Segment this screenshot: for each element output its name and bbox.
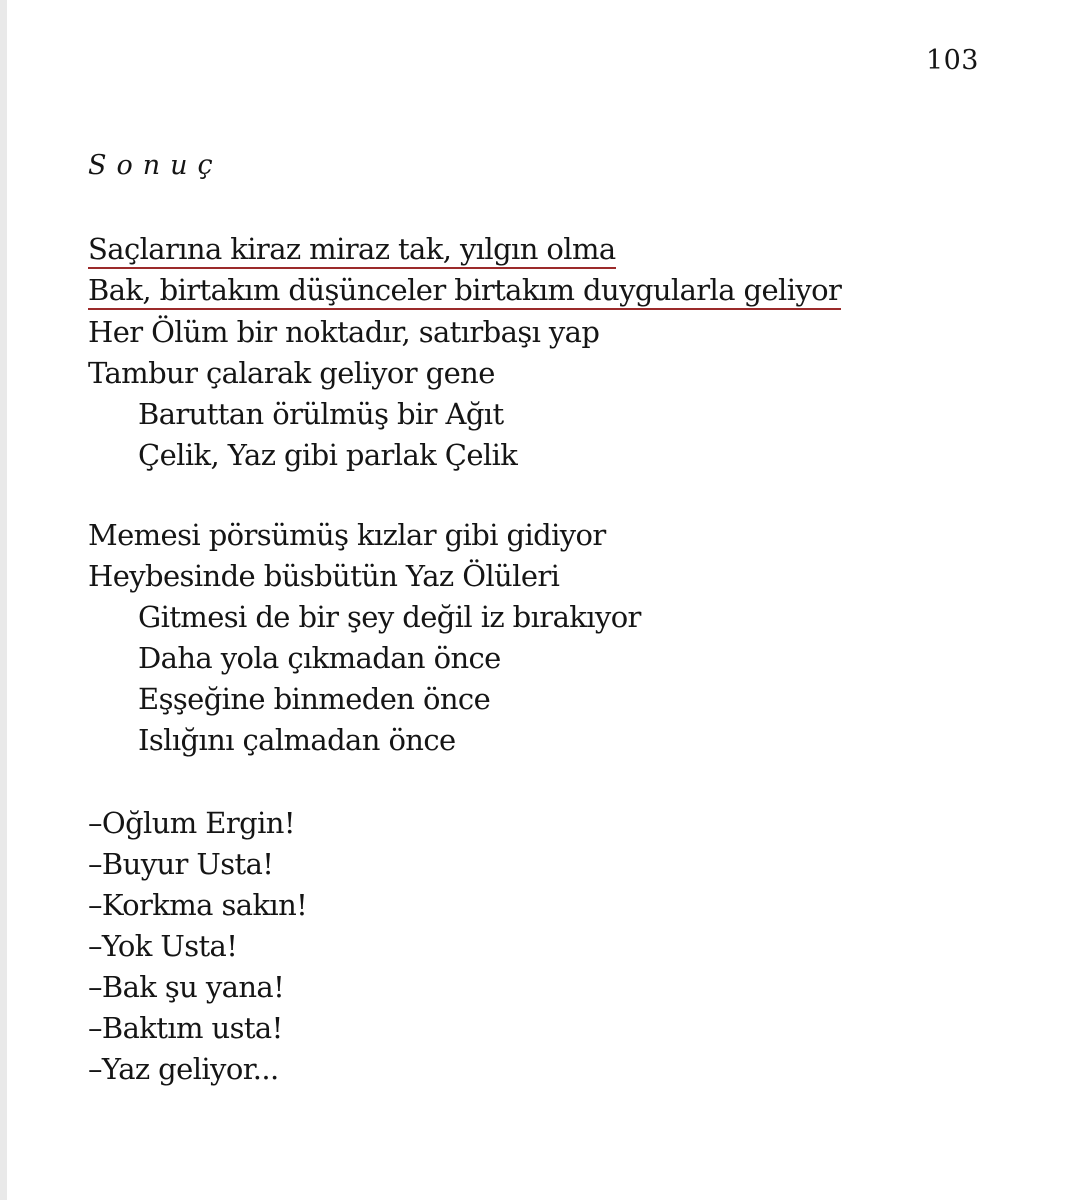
- underlined-line-text: Saçlarına kiraz miraz tak, yılgın olma: [88, 230, 616, 269]
- poem-line-indented: Islığını çalmadan önce: [138, 723, 456, 757]
- poem-line-indented: Çelik, Yaz gibi parlak Çelik: [138, 438, 518, 472]
- poem-line: Heybesinde büsbütün Yaz Ölüleri: [88, 559, 560, 593]
- dialogue-line: –Korkma sakın!: [88, 888, 308, 922]
- poem-line: Her Ölüm bir noktadır, satırbaşı yap: [88, 315, 600, 349]
- dialogue-line: –Yok Usta!: [88, 929, 238, 963]
- poem-line-indented: Gitmesi de bir şey değil iz bırakıyor: [138, 600, 641, 634]
- dialogue-line: –Yaz geliyor...: [88, 1052, 279, 1086]
- poem-line-indented: Eşşeğine binmeden önce: [138, 682, 491, 716]
- dialogue-line: –Buyur Usta!: [88, 847, 274, 881]
- poem-line: [88, 230, 841, 271]
- poem-line: Memesi pörsümüş kızlar gibi gidiyor: [88, 518, 606, 552]
- stanza-3-dialogue: [88, 803, 307, 1090]
- underlined-line-text: Bak, birtakım düşünceler birtakım duygularla geliyor: [88, 271, 841, 310]
- stanza-2: [88, 515, 641, 761]
- poem-line-indented: Daha yola çıkmadan önce: [138, 641, 501, 675]
- poem-line: Tambur çalarak geliyor gene: [88, 356, 495, 390]
- stanza-1: [88, 230, 841, 476]
- page-number: 103: [925, 45, 979, 76]
- dialogue-line: –Baktım usta!: [88, 1011, 283, 1045]
- poem-line: [88, 271, 841, 312]
- dialogue-line: –Bak şu yana!: [88, 970, 285, 1004]
- poem-line-indented: Baruttan örülmüş bir Ağıt: [138, 397, 504, 431]
- poem-title: Sonuç: [88, 150, 223, 181]
- dialogue-line: –Oğlum Ergin!: [88, 806, 295, 840]
